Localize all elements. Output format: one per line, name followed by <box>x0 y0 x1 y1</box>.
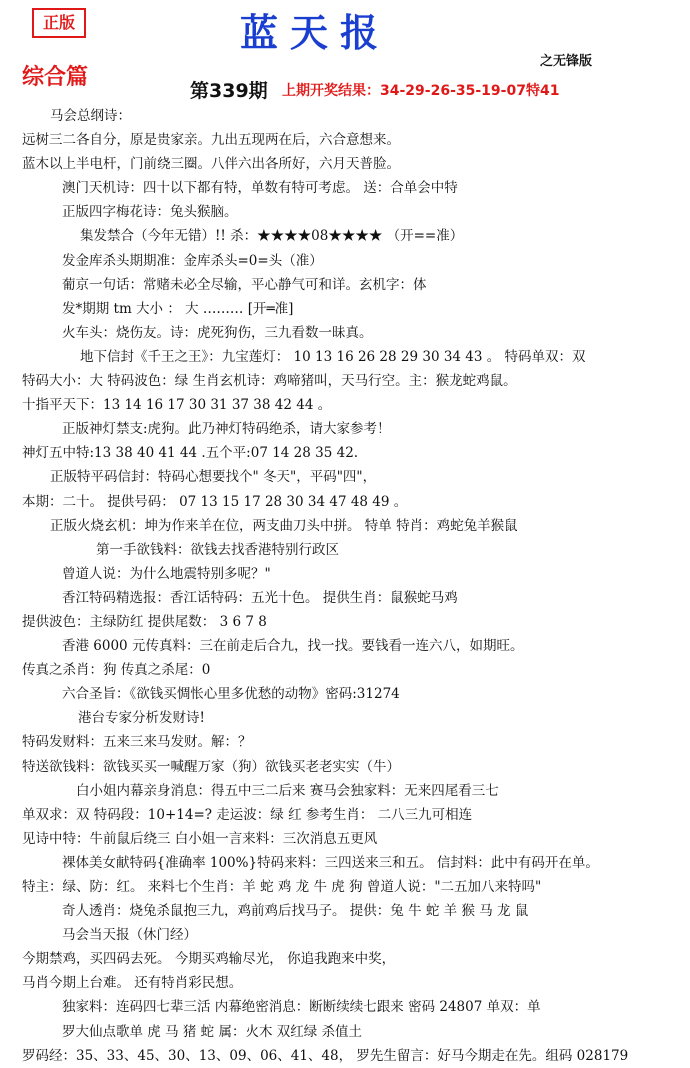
section-title: 综合篇 <box>22 64 89 90</box>
text-line: 特码发财料：五来三来马发财。解：？ <box>22 734 252 751</box>
text-line: 特送欲钱料：欲钱买买一喊醒万家（狗）欲钱买老老实实（牛） <box>22 758 400 775</box>
text-line: 特码大小：大 特码波色：绿 生肖玄机诗：鸡啼猪叫，天马行空。主：猴龙蛇鸡鼠。 <box>22 373 517 390</box>
genuine-stamp: 正版 <box>32 8 86 38</box>
newspaper-title: 蓝天报 <box>240 10 391 55</box>
text-line: 裸体美女献特码{准确率 100%}特码来料：三四送来三和五。 信封料：此中有码开在单。 <box>62 854 599 871</box>
text-line: 十指平天下：13 14 16 17 30 31 37 38 42 44 。 <box>22 397 332 414</box>
text-line: 发金库杀头期期准：金库杀头=0=头（准） <box>62 252 323 269</box>
text-line: 正版神灯禁支:虎狗。此乃神灯特码绝杀，请大家参考！ <box>62 421 391 438</box>
text-line: 单双求：双 特码段：10+14=? 走运波：绿 红 参考生肖： 二八三九可相连 <box>22 806 473 823</box>
text-line: 神灯五中特:13 38 40 41 44 .五个平:07 14 28 35 42. <box>22 445 359 462</box>
article-body <box>0 104 690 1068</box>
text-line: 马会当天报（休门经） <box>62 927 197 944</box>
text-line: 传真之杀肖：狗 传真之杀尾：0 <box>22 662 211 679</box>
text-line: 地下信封《千王之王》：九宝莲灯： 10 13 16 26 28 29 30 34 43 。 特码单双：双 <box>80 348 586 365</box>
text-line: 港台专家分析发财诗! <box>78 710 205 727</box>
edition-label: 之无锋版 <box>540 54 593 69</box>
text-line: 正版火烧玄机：坤为作来羊在位，两支曲刀头中拼。 特单 特肖：鸡蛇兔羊猴鼠 <box>50 517 518 534</box>
text-line: 马肖今期上台难。 还有特肖彩民想。 <box>22 975 243 992</box>
text-line: 六合圣旨：《欲钱买惆怅心里多优愁的动物》密码:31274 <box>62 686 400 703</box>
text-line: 独家料：连码四七辈三活 内幕绝密消息：断断续续七跟来 密码 24807 单双：单 <box>62 999 541 1016</box>
text-line: 集发禁合（今年无错）!! 杀：★★★★08★★★★ （开==准） <box>80 228 464 245</box>
text-line: 特主：绿、防：红。 来料七个生肖：羊 蛇 鸡 龙 牛 虎 狗 曾道人说："二五加八来特吗" <box>22 879 542 895</box>
text-line: 葡京一句话：常赌未必全尽输，平心静气可和详。玄机字：体 <box>62 276 427 293</box>
text-line: 香江特码精选报：香江话特码：五光十色。 提供生肖：鼠猴蛇马鸡 <box>62 589 458 606</box>
text-line: 本期：二十。 提供号码： 07 13 15 17 28 30 34 47 48 49 。 <box>22 493 408 510</box>
text-line: 奇人透肖：烧兔杀鼠抱三九，鸡前鸡后找马子。 提供：兔 牛 蛇 羊 猴 马 龙 鼠 <box>62 903 529 920</box>
text-line: 提供波色：主绿防红 提供尾数： 3 6 7 8 <box>22 613 267 630</box>
text-line: 蓝木以上半电杆，门前绕三圈。八伴六出各所好，六月天普脸。 <box>22 156 400 173</box>
text-line: 马会总纲诗： <box>50 108 131 124</box>
text-line: 罗码经：35、33、45、30、13、09、06、41、48， 罗先生留言：好马今期走在先。组码 028179 <box>22 1047 629 1064</box>
text-line: 今期禁鸡，买四码去死。 今期买鸡输尽光， 你追我跑来中奖， <box>22 951 396 968</box>
text-line: 罗大仙点歌单 虎 马 猪 蛇 属：火木 双红绿 杀值土 <box>62 1023 363 1040</box>
text-line: 见诗中特：牛前鼠后绕三 白小姐一言来料：三次消息五更风 <box>22 830 378 847</box>
text-line: 澳门天机诗：四十以下都有特，单数有特可考虑。 送：合单会中特 <box>62 180 458 197</box>
text-line: 发*期期 tm 大小 ： 大 ……… [开═准] <box>62 300 294 317</box>
text-line: 白小姐内幕亲身消息：得五中三二后来 赛马会独家料：无来四尾看三七 <box>76 782 499 799</box>
last-draw-result: 上期开奖结果：34-29-26-35-19-07特41 <box>282 83 560 99</box>
text-line: 第一手欲钱料：欲钱去找香港特别行政区 <box>96 541 339 558</box>
text-line: 远树三二各自分，原是贵家亲。九出五现两在后，六合意想来。 <box>22 132 400 149</box>
text-line: 正版特平码信封：特码心想要找个" 冬天"，平码"四"， <box>50 469 377 486</box>
text-line: 正版四字梅花诗：兔头猴脑。 <box>62 204 238 221</box>
issue-number: 第339期 <box>190 80 268 102</box>
text-line: 香港 6000 元传真料：三在前走后合九，找一找。要钱看一连六八，如期旺。 <box>62 638 524 655</box>
text-line: 火车头：烧伤友。诗：虎死狗伤，三九看数一昧真。 <box>62 324 373 341</box>
text-line: 曾道人说：为什么地震特别多呢？" <box>62 565 271 582</box>
